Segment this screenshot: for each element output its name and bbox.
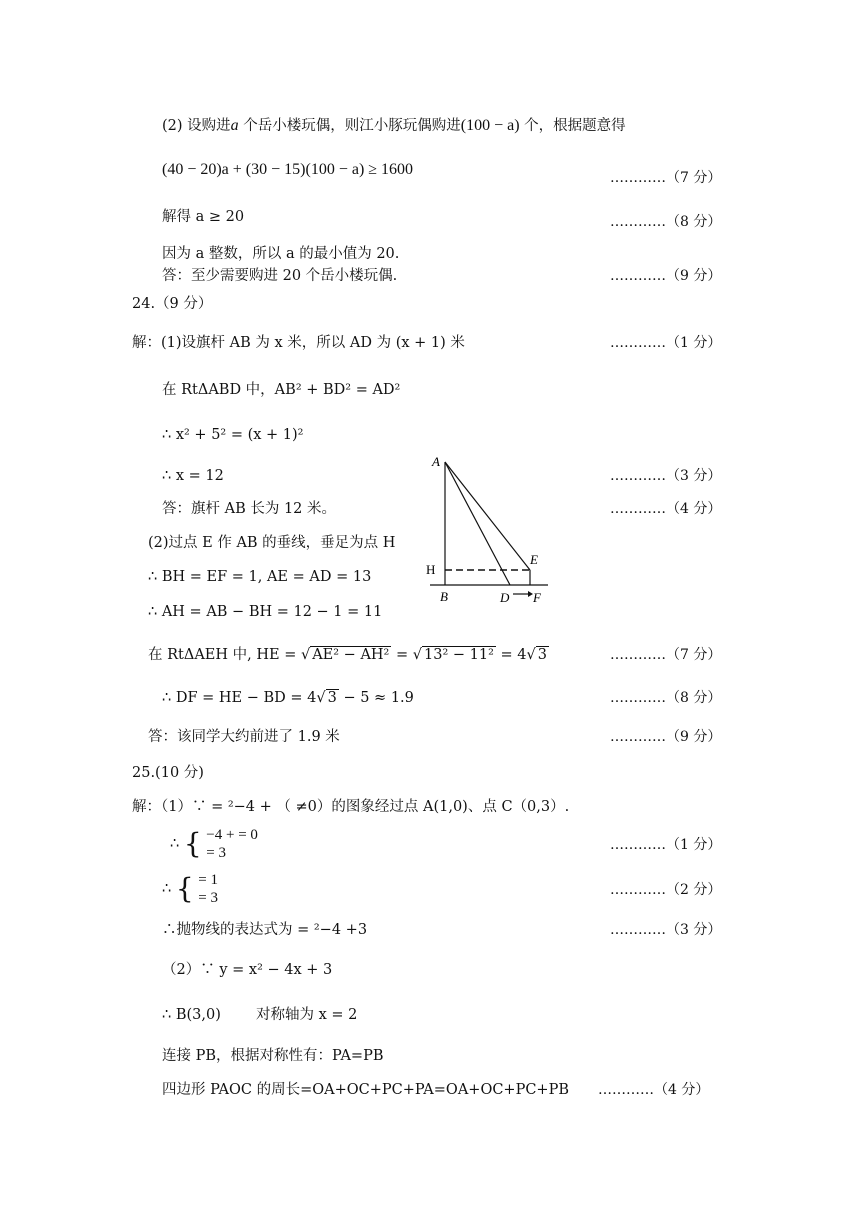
q25-expression: ∴抛物线的表达式为 = ²−4 +3	[162, 922, 368, 938]
label-f: F	[533, 590, 541, 605]
label-d: D	[500, 590, 510, 605]
q25-part2: （2）∵ y = x² − 4x + 3	[162, 962, 333, 978]
q24-line5: 答：旗杆 AB 长为 12 米。	[162, 501, 337, 517]
q25-sys1-score: …………（1 分）	[610, 837, 722, 853]
flagpole-figure	[420, 450, 555, 610]
q25-axis: 对称轴为 x = 2	[256, 1007, 358, 1023]
q25-connect: 连接 PB，根据对称性有：PA=PB	[162, 1048, 384, 1064]
brace-icon: {	[175, 872, 194, 905]
q23-answer: 答：至少需要购进 20 个岳小楼玩偶.	[162, 268, 398, 284]
q24-line1: 解：(1)设旗杆 AB 为 x 米，所以 AD 为 (x + 1) 米	[132, 335, 465, 351]
q24-line1-score: …………（1 分）	[610, 335, 722, 351]
q23-inequality: (40 − 20)a + (30 − 15)(100 − a) ≥ 1600	[162, 161, 414, 178]
q23-ineq-score: …………（7 分）	[610, 170, 722, 186]
q24-line6: (2)过点 E 作 AB 的垂线，垂足为点 H	[148, 535, 396, 551]
q24-header: 24.（9 分）	[132, 296, 213, 312]
label-b: B	[440, 589, 448, 604]
q23-solve-score: …………（8 分）	[610, 214, 722, 230]
q24-line9: 在 RtΔAEH 中, HE = √ AE² − AH² = √ 13² − 11² = 4√ 3	[148, 647, 547, 663]
q25-line1: 解：（1）∵ = ²−4 + （ ≠0）的图象经过点 A(1,0)、点 C（0,3）.	[132, 799, 570, 815]
q24-line3: ∴ x² + 5² = (x + 1)²	[162, 427, 304, 443]
label-e: E	[530, 552, 538, 567]
q24-line2: 在 RtΔABD 中，AB² + BD² = AD²	[162, 382, 401, 398]
q25-system2: ∴ { = 1 = 3	[162, 872, 218, 906]
q25-perimeter-score: …………（4 分）	[598, 1082, 710, 1098]
label-h: H	[426, 562, 436, 577]
q25-system1: ∴ { −4 + = 0 = 3	[170, 827, 258, 861]
q24-line8: ∴ AH = AB − BH = 12 − 1 = 11	[148, 604, 383, 620]
q23-part2-intro: (2) 设购进a 个岳小楼玩偶，则江小豚玩偶购进(100 − a) 个，根据题意得	[162, 117, 626, 134]
q24-line10: ∴ DF = HE − BD = 4√ 3 − 5 ≈ 1.9	[162, 690, 414, 706]
q24-line10-score: …………（8 分）	[610, 690, 722, 706]
q25-sys2-score: …………（2 分）	[610, 882, 722, 898]
rope-ad	[445, 462, 510, 585]
label-a: A	[432, 454, 440, 469]
q23-integer-note: 因为 a 整数，所以 a 的最小值为 20.	[162, 246, 400, 262]
q25-point-b: ∴ B(3,0)	[162, 1007, 221, 1023]
q25-perimeter: 四边形 PAOC 的周长=OA+OC+PC+PA=OA+OC+PC+PB	[162, 1082, 569, 1098]
q24-line5-score: …………（4 分）	[610, 501, 722, 517]
rope-ae	[445, 462, 530, 570]
q23-solve: 解得 a ≥ 20	[162, 209, 245, 225]
q25-expr-score: …………（3 分）	[610, 922, 722, 938]
q24-line9-score: …………（7 分）	[610, 647, 722, 663]
q23-answer-score: …………（9 分）	[610, 268, 722, 284]
brace-icon: {	[183, 827, 202, 860]
q24-line4: ∴ x = 12	[162, 468, 224, 484]
q24-line11: 答：该同学大约前进了 1.9 米	[148, 729, 340, 745]
q24-line11-score: …………（9 分）	[610, 729, 722, 745]
q24-line4-score: …………（3 分）	[610, 468, 722, 484]
q24-line7: ∴ BH = EF = 1, AE = AD = 13	[148, 569, 372, 585]
q25-header: 25.(10 分)	[132, 765, 204, 781]
